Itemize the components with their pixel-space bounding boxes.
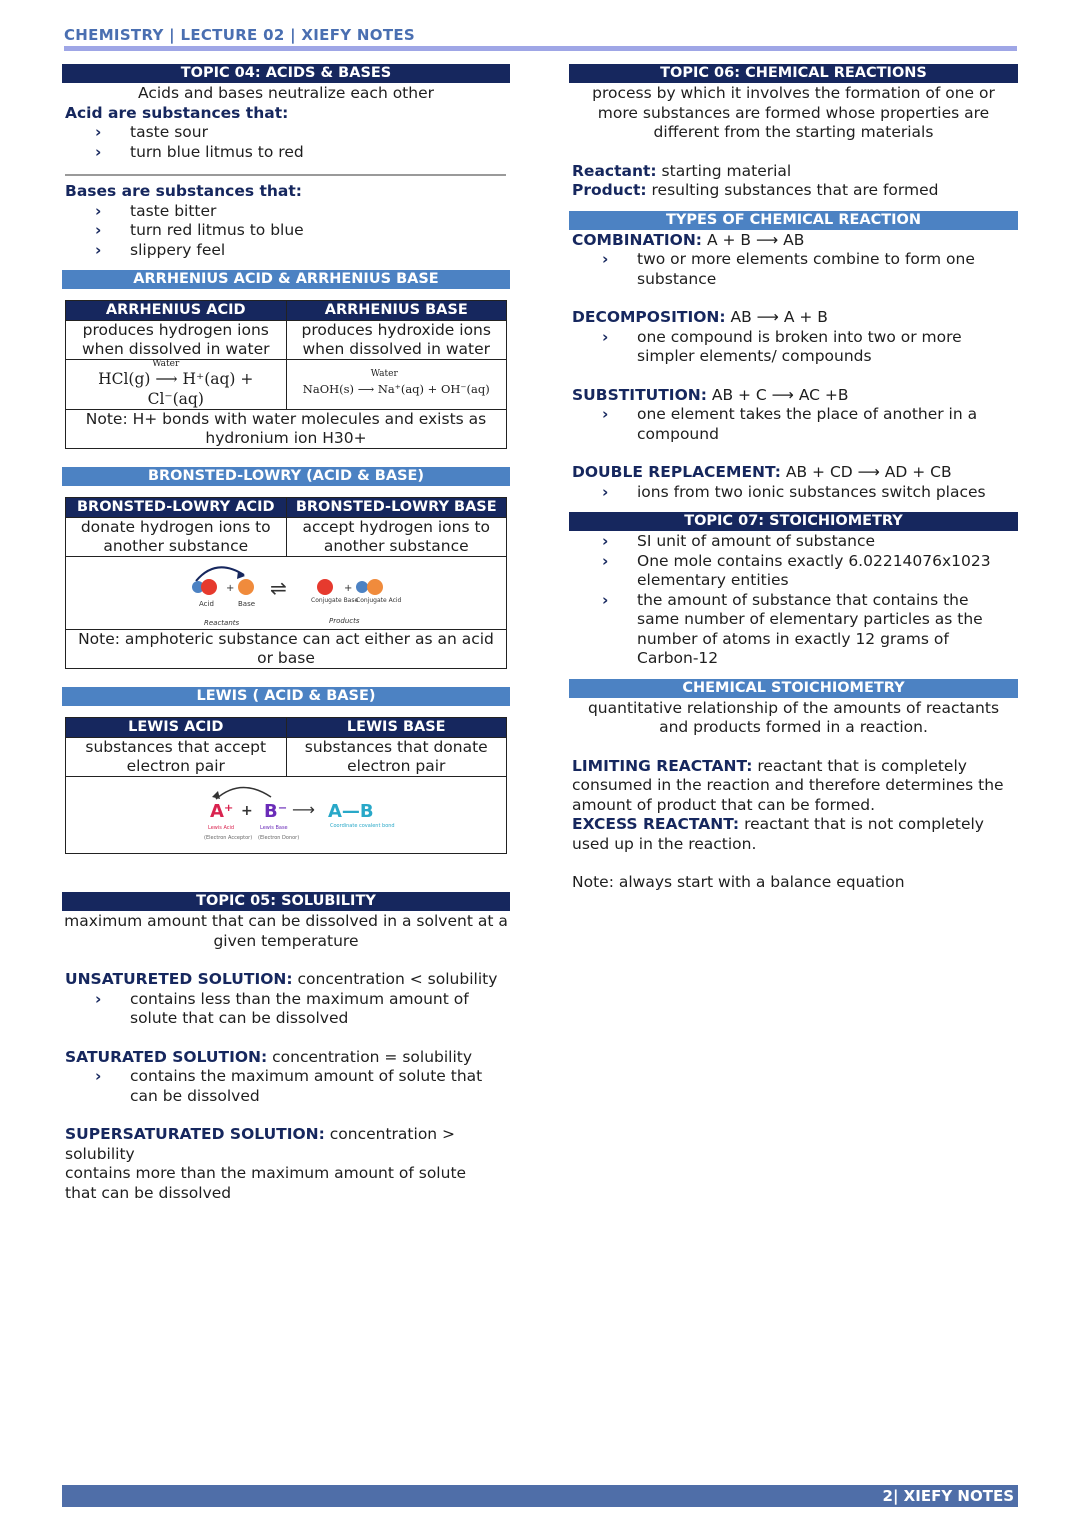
products-label: Products <box>329 617 360 625</box>
double-replacement-definition <box>569 463 1018 483</box>
svg-text:⟶: ⟶ <box>292 800 315 819</box>
lewis-acid-symbol: A⁺ <box>210 801 234 822</box>
table-header: BRONSTED-LOWRY ACID <box>66 498 287 518</box>
base-label: Base <box>238 600 256 608</box>
topic-06-heading: TOPIC 06: CHEMICAL REACTIONS <box>569 64 1018 83</box>
bronsted-note: Note: amphoteric substance can act either as an acid or base <box>66 630 507 669</box>
conjugate-base-label: Conjugate Base <box>311 597 359 604</box>
term-label: LIMITING REACTANT: <box>572 756 753 775</box>
list-item: › One mole contains exactly 6.02214076x1023 elementary entities <box>569 552 1018 591</box>
arrhenius-table <box>65 300 507 449</box>
list-item: › contains less than the maximum amount of solute that can be dissolved <box>62 990 510 1029</box>
topic-05-intro: maximum amount that can be dissolved in a solvent at a given temperature <box>64 912 508 950</box>
list-item: › one compound is broken into two or more simpler elements/ compounds <box>569 328 1018 367</box>
header-rule <box>64 46 1017 51</box>
table-cell: donate hydrogen ions to another substance <box>66 518 287 557</box>
list-item: › turn red litmus to blue <box>62 221 510 241</box>
types-heading: TYPES OF CHEMICAL REACTION <box>569 211 1018 230</box>
adduct-symbol: A—B <box>328 801 374 822</box>
topic-06-intro: process by which it involves the formation of one or more substances are formed whose properties are different from the starting materials <box>592 84 995 141</box>
acid-heading: Acid are substances that: <box>65 103 289 122</box>
lewis-figure-cell <box>66 777 507 854</box>
donor-caption: (Electron Donor) <box>258 835 300 841</box>
footer-text: 2| XIEFY NOTES <box>882 1487 1014 1505</box>
list-item: › contains the maximum amount of solute that can be dissolved <box>62 1067 510 1106</box>
term-label: DOUBLE REPLACEMENT: <box>572 463 781 481</box>
limiting-reactant-definition <box>569 757 1018 816</box>
equation-text: NaOH(s) ⟶ Na⁺(aq) + OH⁻(aq) <box>302 382 490 396</box>
supersaturated-definition <box>62 1125 510 1164</box>
lewis-table <box>65 717 507 854</box>
supersaturated-description: contains more than the maximum amount of solute that can be dissolved <box>65 1164 467 1202</box>
base-heading: Bases are substances that: <box>65 182 302 200</box>
term-label: SUBSTITUTION: <box>572 385 707 404</box>
equation-text: HCl(g) ⟶ H⁺(aq) + Cl⁻(aq) <box>98 370 254 408</box>
chemical-stoichiometry-intro: quantitative relationship of the amounts of reactants and products formed in a reaction. <box>587 698 1000 736</box>
acceptor-caption: (Electron Acceptor) <box>204 835 253 841</box>
term-text: concentration < solubility <box>292 970 498 988</box>
term-text: A + B ⟶ AB <box>702 230 805 249</box>
lewis-reaction-figure <box>66 777 506 853</box>
topic-05-heading: TOPIC 05: SOLUBILITY <box>62 892 510 911</box>
left-column <box>62 64 510 1203</box>
bronsted-reaction-figure <box>66 557 506 629</box>
topic-07-heading: TOPIC 07: STOICHIOMETRY <box>569 512 1018 531</box>
page-footer <box>62 1485 1018 1507</box>
acid-list <box>62 123 510 162</box>
table-header: LEWIS BASE <box>286 718 507 738</box>
term-text: starting material <box>656 161 792 180</box>
term-text: concentration > solubility <box>65 1125 456 1163</box>
list-item: › turn blue litmus to red <box>62 143 510 163</box>
term-text: concentration = solubility <box>267 1047 473 1066</box>
decomposition-definition <box>569 308 1018 328</box>
term-label: Product: <box>572 181 647 199</box>
list-item: › SI unit of amount of substance <box>569 532 1018 552</box>
list-item: › two or more elements combine to form one substance <box>569 250 1018 289</box>
double-replacement-list <box>569 483 1018 503</box>
term-label: SATURATED SOLUTION: <box>65 1047 268 1066</box>
right-column <box>569 64 1018 893</box>
chemical-stoichiometry-heading: CHEMICAL STOICHIOMETRY <box>569 679 1018 698</box>
lewis-acid-caption: Lewis Acid <box>208 825 235 831</box>
table-header: ARRHENIUS ACID <box>66 301 287 321</box>
combination-list <box>569 250 1018 289</box>
table-header: ARRHENIUS BASE <box>286 301 507 321</box>
term-label: EXCESS REACTANT: <box>572 815 740 833</box>
bronsted-heading: BRONSTED-LOWRY (ACID & BASE) <box>62 467 510 486</box>
combination-definition <box>569 231 1018 251</box>
term-label: SUPERSATURATED SOLUTION: <box>65 1125 325 1143</box>
table-cell: substances that accept electron pair <box>66 738 287 777</box>
term-label: Reactant: <box>572 161 657 180</box>
balance-note: Note: always start with a balance equation <box>572 873 905 891</box>
saturated-definition <box>62 1048 510 1068</box>
product-definition <box>569 181 1018 201</box>
term-text: reactant that is completely consumed in the reaction and therefore determines the amount of product that can be formed. <box>572 756 1004 814</box>
reactants-label: Reactants <box>204 619 240 627</box>
term-label: UNSATURETED SOLUTION: <box>65 970 293 988</box>
arrhenius-base-equation <box>286 360 507 410</box>
table-cell: produces hydrogen ions when dissolved in water <box>66 321 287 360</box>
term-text: AB + CD ⟶ AD + CB <box>780 463 952 481</box>
table-header: LEWIS ACID <box>66 718 287 738</box>
svg-text:+: + <box>241 803 253 819</box>
term-text: resulting substances that are formed <box>646 181 939 199</box>
stoichiometry-list <box>569 532 1018 669</box>
lewis-heading: LEWIS ( ACID & BASE) <box>62 687 510 706</box>
saturated-list <box>62 1067 510 1106</box>
table-cell: accept hydrogen ions to another substance <box>286 518 507 557</box>
unsaturated-definition <box>62 970 510 990</box>
term-label: COMBINATION: <box>572 230 703 249</box>
conjugate-acid-label: Conjugate Acid <box>356 597 402 604</box>
term-text: AB + C ⟶ AC +B <box>706 385 849 404</box>
unsaturated-list <box>62 990 510 1029</box>
covalent-bond-caption: Coordinate covalent bond <box>330 823 395 829</box>
term-text: reactant that is not completely used up in the reaction. <box>572 815 984 853</box>
table-header: BRONSTED-LOWRY BASE <box>286 498 507 518</box>
substitution-definition <box>569 386 1018 406</box>
bronsted-figure-cell <box>66 557 507 630</box>
lewis-base-caption: Lewis Base <box>260 825 288 831</box>
arrhenius-heading: ARRHENIUS ACID & ARRHENIUS BASE <box>62 270 510 289</box>
svg-text:+: + <box>344 583 353 594</box>
svg-text:+: + <box>226 583 235 594</box>
svg-text:⇌: ⇌ <box>270 576 287 600</box>
acid-label: Acid <box>199 600 214 608</box>
list-item: › taste sour <box>62 123 510 143</box>
bronsted-table <box>65 497 507 669</box>
list-item: › slippery feel <box>62 241 510 261</box>
topic-04-intro: Acids and bases neutralize each other <box>138 84 434 102</box>
reactant-definition <box>569 162 1018 182</box>
substitution-list <box>569 405 1018 444</box>
list-item: › the amount of substance that contains the same number of elementary particles as the number of atoms in exactly 12 grams of Carbon-12 <box>569 591 1018 669</box>
divider <box>65 174 506 176</box>
water-label: Water <box>152 359 180 369</box>
list-item: › taste bitter <box>62 202 510 222</box>
table-cell: substances that donate electron pair <box>286 738 507 777</box>
excess-reactant-definition <box>569 815 1018 854</box>
term-text: AB ⟶ A + B <box>725 308 828 326</box>
term-label: DECOMPOSITION: <box>572 308 726 326</box>
decomposition-list <box>569 328 1018 367</box>
topic-04-heading: TOPIC 04: ACIDS & BASES <box>62 64 510 83</box>
list-item: › ions from two ionic substances switch places <box>569 483 1018 503</box>
list-item: › one element takes the place of another in a compound <box>569 405 1018 444</box>
table-cell: produces hydroxide ions when dissolved in water <box>286 321 507 360</box>
base-list <box>62 202 510 261</box>
lewis-base-symbol: B⁻ <box>264 801 288 822</box>
arrhenius-acid-equation <box>66 360 287 410</box>
water-label: Water <box>370 369 398 379</box>
arrhenius-note: Note: H+ bonds with water molecules and exists as hydronium ion H30+ <box>66 410 507 449</box>
page-header: CHEMISTRY | LECTURE 02 | XIEFY NOTES <box>64 26 416 44</box>
